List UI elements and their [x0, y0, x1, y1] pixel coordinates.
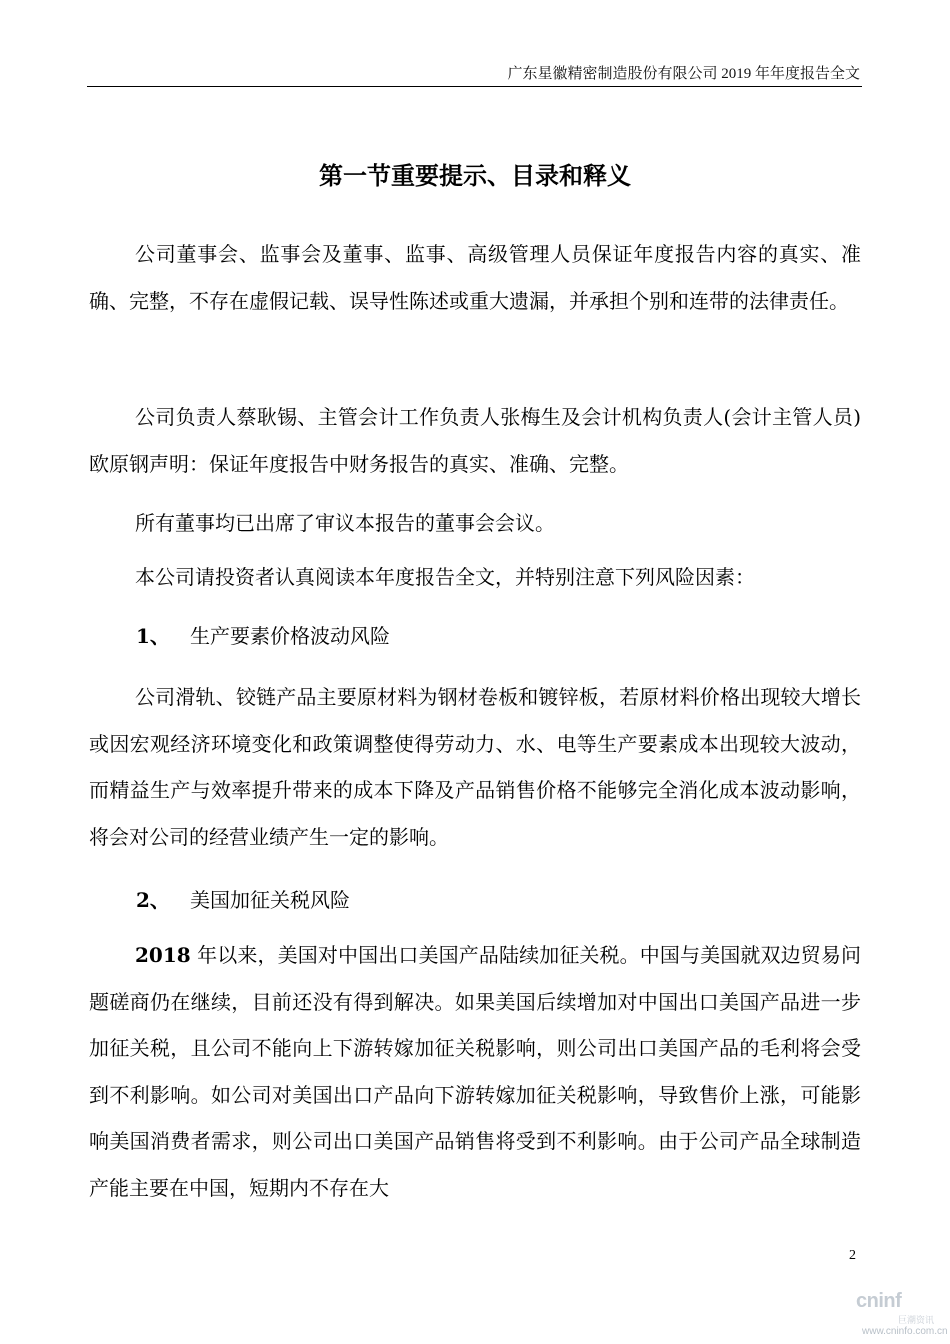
paragraph-declaration: 公司负责人蔡耿锡、主管会计工作负责人张梅生及会计机构负责人(会计主管人员)欧原钢声明：保证年度报告中财务报告的真实、准确、完整。	[89, 405, 861, 476]
risk-body-2	[89, 932, 861, 1211]
watermark-subtitle: 巨潮资讯	[898, 1315, 935, 1325]
risk-number: 2、	[136, 888, 170, 912]
risk-heading-2	[136, 885, 350, 915]
report-header-title: 广东星徽精密制造股份有限公司 2019 年年度报告全文	[507, 66, 860, 82]
risk-number: 1、	[136, 624, 170, 648]
paragraph-responsibility: 公司董事会、监事会及董事、监事、高级管理人员保证年度报告内容的真实、准确、完整，不存在虚假记载、误导性陈述或重大遗漏，并承担个别和连带的法律责任。	[89, 242, 861, 313]
risk-body-1: 公司滑轨、铰链产品主要原材料为钢材卷板和镀锌板，若原材料价格出现较大增长或因宏观经济环境变化和政策调整使得劳动力、水、电等生产要素成本出现较大波动，而精益生产与效率提升带来的成本下降及产品销售价格不能够完全消化成本波动影响，将会对公司的经营业绩产生一定的影响。	[89, 685, 861, 849]
watermark-logo: cninf	[856, 1290, 902, 1312]
watermark-url: www.cninfo.com.cn	[862, 1326, 948, 1337]
page-number: 2	[849, 1248, 856, 1263]
risk-body-text: 年以来，美国对中国出口美国产品陆续加征关税。中国与美国就双边贸易问题磋商仍在继续，目前还没有得到解决。如果美国后续增加对中国出口美国产品进一步加征关税，且公司不能向上下游转嫁加征关税影响，则公司出口美国产品的毛利将会受到不利影响。如公司对美国出口产品向下游转嫁加征关税影响，导致售价上涨，可能影响美国消费者需求，则公司出口美国产品销售将受到不利影响。由于公司产品全球制造产能主要在中国，短期内不存在大	[89, 943, 861, 1200]
risk-heading-1	[136, 621, 390, 651]
risk-title: 生产要素价格波动风险	[190, 624, 390, 648]
paragraph-board-attendance: 所有董事均已出席了审议本报告的董事会会议。	[135, 511, 555, 535]
risk-title: 美国加征关税风险	[190, 888, 350, 912]
risk-body-year: 2018	[135, 943, 191, 967]
cninfo-watermark	[848, 1286, 948, 1342]
header-rule	[87, 86, 862, 87]
paragraph-risk-notice: 本公司请投资者认真阅读本年度报告全文，并特别注意下列风险因素：	[135, 565, 755, 589]
section-title: 第一节重要提示、目录和释义	[319, 161, 631, 190]
